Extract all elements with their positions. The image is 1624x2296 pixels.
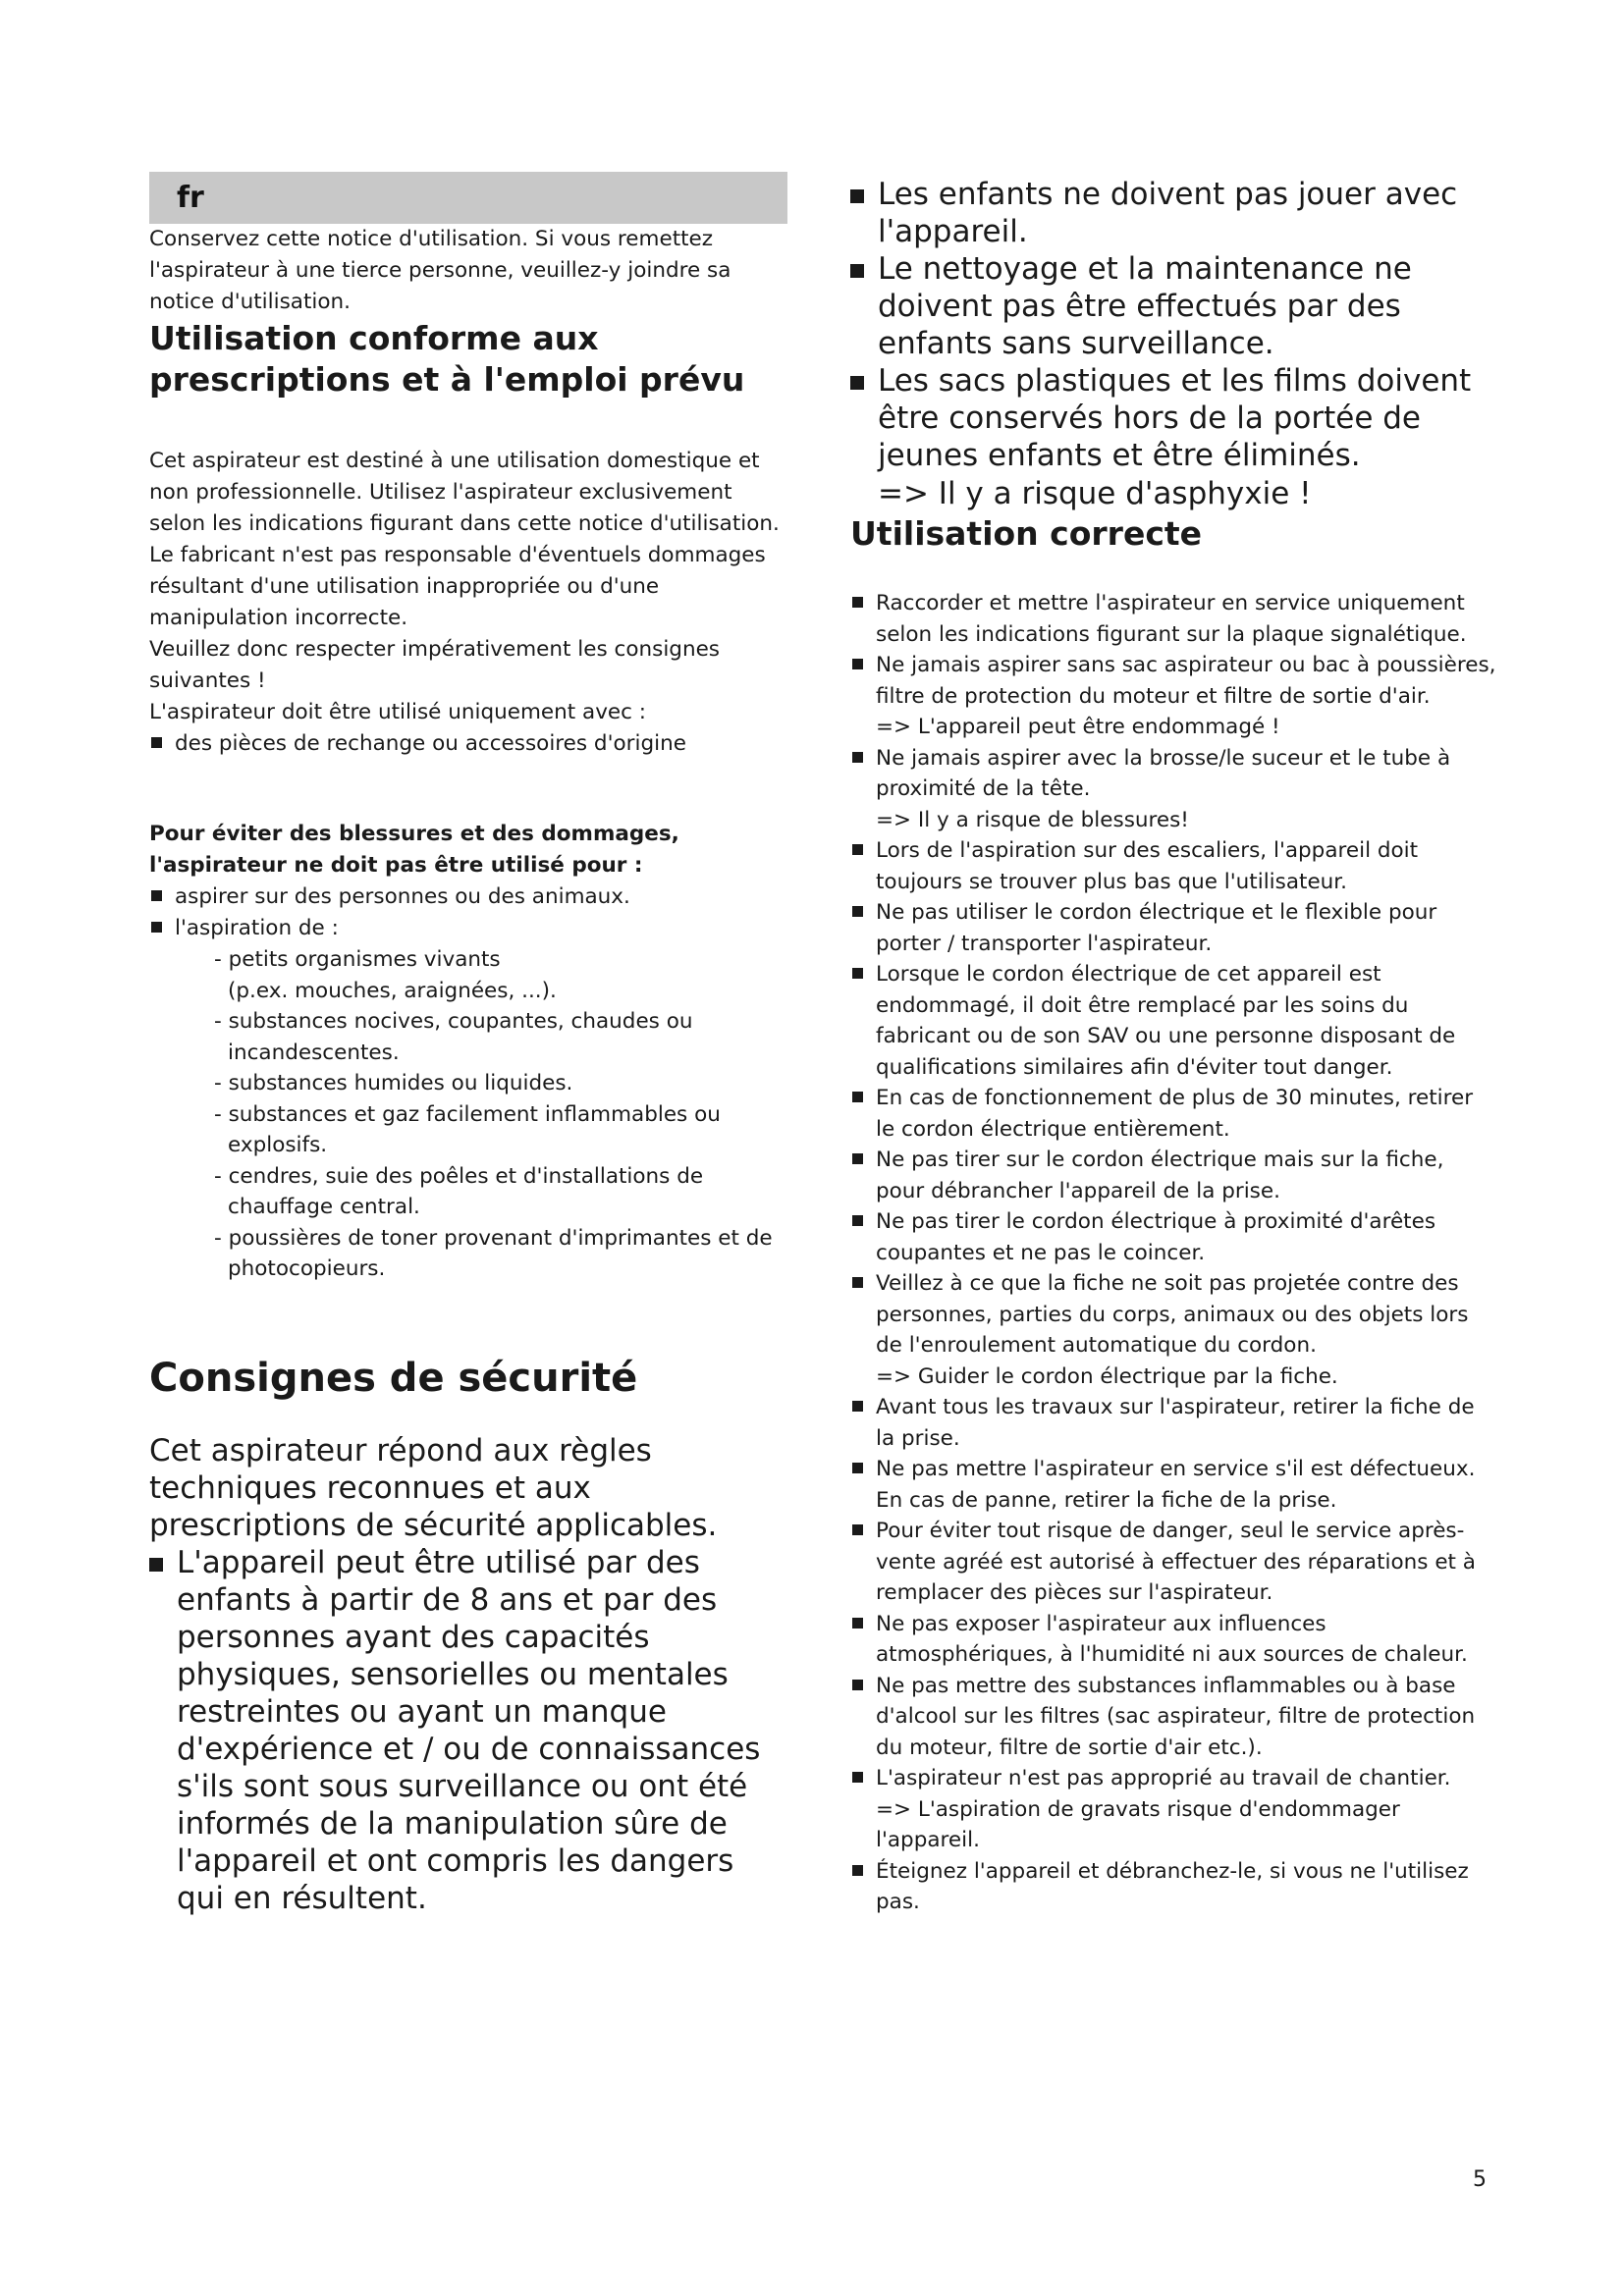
list-item-text: Ne jamais aspirer avec la brosse/le suceur et le tube à proximité de la tête.	[876, 745, 1451, 801]
page-number: 5	[1473, 2167, 1487, 2192]
safety-intro: Cet aspirateur répond aux règles techniques reconnues et aux prescriptions de sécurité applicables.	[149, 1432, 718, 1543]
safety-list-left	[149, 1544, 787, 1917]
list-item: Avant tous les travaux sur l'aspirateur, retirer la fiche de la prise.	[850, 1392, 1498, 1454]
purpose-paragraph-1: Cet aspirateur est destiné à une utilisation domestique et non professionnelle. Utilisez l'aspirateur exclusivement selon les indications figurant dans cette notice d'utilisation. Le fabricant n'est pas responsable d'éventuels dommages résultant d'une utilisation inappropriée ou d'une manipulation incorrecte.	[149, 449, 780, 630]
list-item: Lorsque le cordon électrique de cet appareil est endommagé, il doit être remplacé par les soins du fabricant ou de son SAV ou une personne disposant de qualifications similaires afin d'éviter tout danger.	[850, 959, 1498, 1083]
sub-item: - substances et gaz facilement inflammables ou explosifs.	[214, 1101, 721, 1157]
list-item: Ne pas tirer sur le cordon électrique mais sur la fiche, pour débrancher l'appareil de la prise.	[850, 1145, 1498, 1206]
purpose-heading: Utilisation conforme aux prescriptions et à l'emploi prévu	[149, 319, 745, 399]
list-item: aspirer sur des personnes ou des animaux.	[149, 881, 787, 913]
list-item: Le nettoyage et la maintenance ne doivent pas être effectués par des enfants sans surveillance.	[850, 250, 1498, 362]
list-item: En cas de fonctionnement de plus de 30 minutes, retirer le cordon électrique entièrement.	[850, 1083, 1498, 1145]
list-item: Ne pas tirer le cordon électrique à proximité d'arêtes coupantes et ne pas le coincer.	[850, 1206, 1498, 1268]
correct-use-list	[850, 588, 1498, 1918]
list-item: des pièces de rechange ou accessoires d'origine	[149, 728, 787, 760]
warning-heading: Pour éviter des blessures et des dommages, l'aspirateur ne doit pas être utilisé pour :	[149, 822, 679, 878]
list-item: Raccorder et mettre l'aspirateur en service uniquement selon les indications figurant sur la plaque signalétique.	[850, 588, 1498, 650]
sub-item: - poussières de toner provenant d'imprimantes et de photocopieurs.	[214, 1225, 773, 1281]
warning-sublist	[175, 944, 787, 1285]
list-item-note: => Guider le cordon électrique par la fiche.	[876, 1363, 1338, 1389]
safety-heading: Consignes de sécurité	[149, 1355, 638, 1401]
asphyxia-note: => Il y a risque d'asphyxie !	[878, 476, 1312, 511]
language-bar	[149, 172, 787, 224]
list-item-text: L'aspirateur n'est pas approprié au travail de chantier.	[876, 1766, 1451, 1790]
language-label: fr	[177, 181, 204, 215]
list-item: Ne pas utiliser le cordon électrique et le flexible pour porter / transporter l'aspirateur.	[850, 897, 1498, 959]
list-item: Ne pas exposer l'aspirateur aux influences atmosphériques, à l'humidité ni aux sources de chaleur.	[850, 1609, 1498, 1671]
list-item-text: Ne jamais aspirer sans sac aspirateur ou bac à poussières, filtre de protection du moteur et filtre de sortie d'air.	[876, 653, 1496, 709]
list-item: Les sacs plastiques et les films doivent être conservés hors de la portée de jeunes enfants et être éliminés.	[850, 362, 1498, 474]
sub-item-note: (p.ex. mouches, araignées, ...).	[228, 978, 557, 1003]
right-column	[850, 172, 1498, 1918]
correct-use-heading: Utilisation correcte	[850, 514, 1203, 553]
intro-text: Conservez cette notice d'utilisation. Si vous remettez l'aspirateur à une tierce personne, veuillez-y joindre sa notice d'utilisation.	[149, 227, 731, 314]
sub-item: - petits organismes vivants	[214, 947, 501, 972]
list-item	[850, 650, 1498, 743]
list-item: L'appareil peut être utilisé par des enfants à partir de 8 ans et par des personnes ayant des capacités physiques, sensorielles ou mentales restreintes ou ayant un manque d'expérience et / ou de connaissances s'ils sont sous surveillance ou ont été informés de la manipulation sûre de l'appareil et ont compris les dangers qui en résultent.	[149, 1544, 787, 1917]
list-item	[850, 743, 1498, 836]
sub-item: - substances humides ou liquides.	[214, 1071, 573, 1095]
list-item	[850, 1763, 1498, 1856]
list-item: Éteignez l'appareil et débranchez-le, si vous ne l'utilisez pas.	[850, 1856, 1498, 1918]
list-item	[149, 913, 787, 1285]
list-item: Ne pas mettre l'aspirateur en service s'il est défectueux. En cas de panne, retirer la fiche de la prise.	[850, 1454, 1498, 1516]
list-item-label: l'aspiration de :	[175, 916, 339, 940]
list-item-note: => L'aspiration de gravats risque d'endommager l'appareil.	[876, 1796, 1400, 1852]
list-item-note: => L'appareil peut être endommagé !	[876, 715, 1280, 739]
purpose-section	[149, 446, 787, 760]
list-item-text: Veillez à ce que la fiche ne soit pas projetée contre des personnes, parties du corps, animaux ou des objets lors de l'enroulement automatique du cordon.	[876, 1271, 1469, 1358]
sub-item: - substances nocives, coupantes, chaudes ou incandescentes.	[214, 1009, 693, 1065]
list-item-note: => Il y a risque de blessures!	[876, 807, 1189, 832]
left-column	[149, 172, 787, 1917]
list-item: Pour éviter tout risque de danger, seul le service après-vente agréé est autorisé à effectuer des réparations et à remplacer des pièces sur l'aspirateur.	[850, 1516, 1498, 1609]
purpose-paragraph-2: Veuillez donc respecter impérativement les consignes suivantes !	[149, 637, 721, 693]
sub-item: - cendres, suie des poêles et d'installations de chauffage central.	[214, 1163, 704, 1219]
safety-list-right	[850, 176, 1498, 474]
list-item: Les enfants ne doivent pas jouer avec l'appareil.	[850, 176, 1498, 250]
list-item: Lors de l'aspiration sur des escaliers, l'appareil doit toujours se trouver plus bas que l'utilisateur.	[850, 835, 1498, 897]
purpose-list	[149, 728, 787, 760]
purpose-paragraph-3: L'aspirateur doit être utilisé uniquement avec :	[149, 700, 647, 724]
list-item	[850, 1268, 1498, 1392]
list-item: Ne pas mettre des substances inflammables ou à base d'alcool sur les filtres (sac aspirateur, filtre de protection du moteur, filtre de sortie d'air etc.).	[850, 1671, 1498, 1764]
warning-list	[149, 881, 787, 1285]
